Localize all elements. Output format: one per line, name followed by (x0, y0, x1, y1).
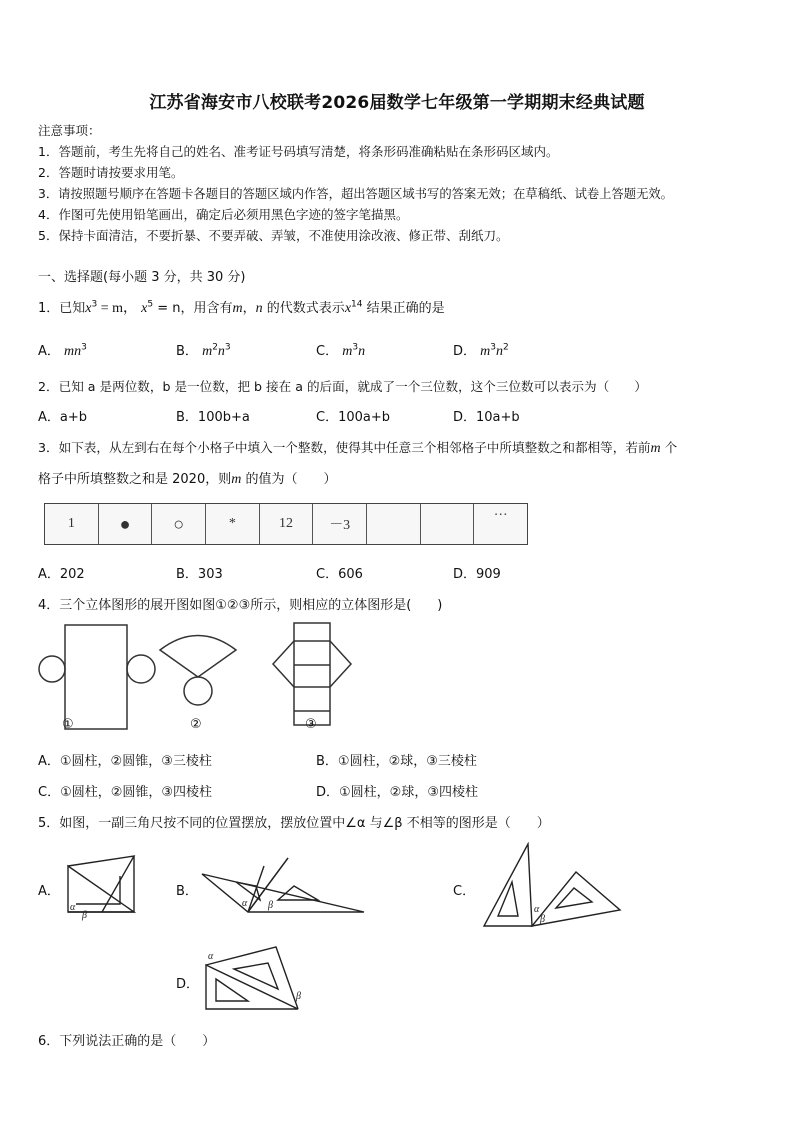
q5-figure-a (62, 852, 142, 922)
notice-item-5: 5．保持卡面清洁，不要折暴、不要弄破、弄皱，不准使用涂改液、修正带、刮纸刀。 (38, 228, 509, 243)
q4-label-3: ③ (305, 717, 317, 732)
notice-item-3: 3．请按照题号顺序在答题卡各题目的答题区域内作答，超出答题区域书写的答案无效；在草稿纸、试卷上答题无效。 (38, 187, 673, 201)
question-2: 2．已知 a 是两位数，b 是一位数，把 b 接在 a 的后面，就成了一个三位数，这个三位数可以表示为（ ） (38, 379, 647, 394)
q1-eq1: = m， (97, 301, 138, 316)
q1-x1: x (85, 301, 92, 316)
q1-n: n (255, 301, 263, 316)
prism-net-rectangle (294, 623, 330, 725)
prism-net-triangle-right (330, 641, 351, 687)
beta-label: β (540, 914, 545, 925)
q4-option-b: B．①圆柱，②球，③三棱柱 (316, 754, 477, 769)
q4-label-2: ② (190, 717, 202, 732)
q3-option-c: C．606 (316, 567, 363, 582)
q1-eq2: = n，用含有 (153, 301, 233, 316)
alpha-label: α (208, 951, 214, 962)
q3-option-a: A．202 (38, 567, 85, 582)
table-cell (367, 504, 421, 544)
q4-option-a: A．①圆柱，②圆锥，③三棱柱 (38, 754, 212, 769)
alpha-label: α (70, 902, 76, 913)
q1-x1-exp: 3 (91, 299, 98, 310)
q1-x2: x (141, 301, 148, 316)
q2-option-b: B．100b+a (176, 410, 250, 425)
question-1 (38, 297, 445, 317)
cone-net-sector (160, 636, 236, 678)
q1-x3: x (344, 301, 352, 316)
question-4: 4．三个立体图形的展开图如图①②③所示，则相应的立体图形是( ) (38, 598, 443, 613)
table-cell: 12 (260, 504, 314, 544)
q3-option-b: B．303 (176, 567, 223, 582)
q3-option-d: D．909 (453, 567, 501, 582)
q5-figure-b (198, 856, 368, 918)
q2-option-a: A．a+b (38, 410, 88, 425)
q5-figure-d (198, 945, 313, 1017)
q4-option-d: D．①圆柱，②球，③四棱柱 (316, 785, 478, 800)
q1-option-b: B． $m^2n^3$ (176, 342, 231, 359)
cylinder-net-circle-right (127, 655, 155, 683)
question-6: 6．下列说法正确的是（ ） (38, 1034, 216, 1049)
q1-x3-exp: 14 (351, 299, 363, 310)
q1-rest: 的代数式表示 (262, 301, 345, 316)
page-title: 江苏省海安市八校联考2026届数学七年级第一学期期末经典试题 (149, 93, 645, 113)
notice-item-4: 4．作图可先使用铅笔画出，确定后必须用黑色字迹的签字笔描黑。 (38, 207, 409, 222)
q1-x2-exp: 5 (147, 299, 154, 310)
question-3-line-2: 格子中所填整数之和是 2020，则m 的值为（ ） (38, 472, 337, 487)
q5-label-d: D． (176, 977, 200, 992)
beta-label: β (268, 900, 273, 911)
table-cell: ● (99, 504, 153, 544)
cylinder-net-circle-left (39, 656, 65, 682)
q1-option-c: C． $m^3n$ (316, 342, 366, 359)
q4-option-c: C．①圆柱，②圆锥，③四棱柱 (38, 785, 213, 800)
cylinder-net-rectangle (65, 625, 127, 729)
q4-label-1: ① (62, 717, 74, 732)
q5-label-b: B． (176, 884, 198, 899)
table-cell: 1 (45, 504, 99, 544)
table-cell: ○ (152, 504, 206, 544)
beta-label: β (82, 910, 87, 921)
q2-option-d: D．10a+b (453, 410, 520, 425)
q1-tail: 结果正确的是 (362, 301, 445, 316)
table-cell (421, 504, 475, 544)
q1-option-d: D． $m^3n^2$ (453, 342, 509, 359)
q1-num: 1．已知 (38, 301, 86, 316)
q1-sep: ， (242, 301, 256, 316)
q2-option-c: C．100a+b (316, 410, 391, 425)
alpha-label: α (242, 898, 248, 909)
beta-label: β (296, 991, 301, 1002)
table-cell: ··· (493, 508, 508, 523)
cone-net-circle (184, 677, 212, 705)
notice-heading: 注意事项： (38, 123, 101, 138)
table-cell: * (206, 504, 260, 544)
q5-figure-c (478, 842, 648, 932)
q1-option-a: A． $mn^3$ (38, 342, 87, 359)
q3-number-table (44, 503, 528, 545)
alpha-label: α (534, 904, 540, 915)
notice-item-1: 1．答题前，考生先将自己的姓名、准考证号码填写清楚，将条形码准确粘贴在条形码区域内。 (38, 144, 559, 159)
question-3-line-1: 3．如下表，从左到右在每个小格子中填入一个整数，使得其中任意三个相邻格子中所填整数之和都相等，若前m 个 (38, 440, 678, 456)
notice-item-2: 2．答题时请按要求用笔。 (38, 165, 184, 180)
table-cell: －3 (313, 504, 367, 544)
q5-label-c: C． (453, 884, 476, 899)
q1-m: m (232, 301, 243, 316)
section-heading: 一、选择题(每小题 3 分，共 30 分) (38, 270, 246, 285)
question-5: 5．如图，一副三角尺按不同的位置摆放，摆放位置中∠α 与∠β 不相等的图形是（ ） (38, 816, 550, 831)
q5-label-a: A． (38, 884, 60, 899)
prism-net-triangle-left (273, 641, 294, 687)
